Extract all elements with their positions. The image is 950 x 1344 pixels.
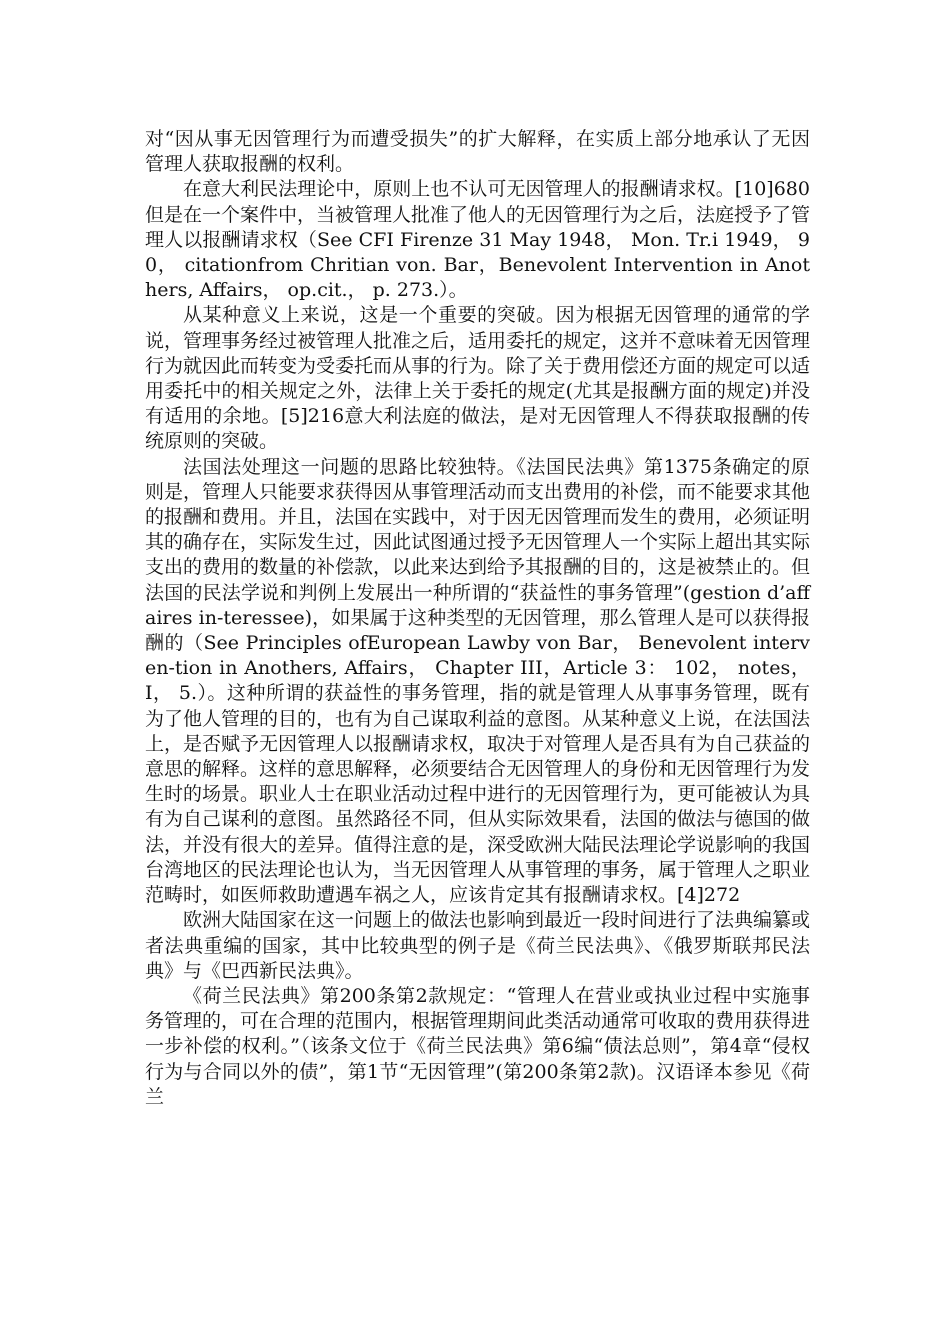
paragraph-1: 对“因从事无因管理行为而遭受损失”的扩大解释，在实质上部分地承认了无因管理人获取报酬的权利。 [145, 128, 810, 176]
document-page [145, 127, 810, 1110]
paragraph-3: 从某种意义上来说，这是一个重要的突破。因为根据无因管理的通常的学说，管理事务经过被管理人批准之后，适用委托的规定，这并不意味着无因管理行为就因此而转变为受委托而从事的行为。除了关于费用偿还方面的规定可以适用委托中的相关规定之外，法律上关于委托的规定(尤其是报酬方面的规定)并没有适用的余地。[5]216意大利法庭的做法，是对无因管理人不得获取报酬的传统原则的突破。 [145, 304, 811, 453]
paragraph-6: 《荷兰民法典》第200条第2款规定：“管理人在营业或执业过程中实施事务管理的，可在合理的范围内，根据管理期间此类活动通常可收取的费用获得进一步补偿的权利。”（该条文位于《荷兰民法典》第6编“债法总则”，第4章“侵权行为与合同以外的债”，第1节“无因管理”(第200条第2款)。汉语译本参见《荷兰 [145, 984, 811, 1108]
paragraph-5: 欧洲大陆国家在这一问题上的做法也影响到最近一段时间进行了法典编纂或者法典重编的国家，其中比较典型的例子是《荷兰民法典》、《俄罗斯联邦民法典》与《巴西新民法典》。 [145, 909, 811, 982]
paragraph-2: 在意大利民法理论中，原则上也不认可无因管理人的报酬请求权。[10]680但是在一个案件中，当被管理人批准了他人的无因管理行为之后，法庭授予了管理人以报酬请求权（See CFI Firenze 31 May 1948， Mon. Tr.i 1949， 90， citationfrom Chritian von. Bar，Benevolent Intervention in Anothers, Affairs， op.cit.， p. 273.）。 [145, 178, 811, 302]
paragraph-4: 法国法处理这一问题的思路比较独特。《法国民法典》第1375条确定的原则是，管理人只能要求获得因从事管理活动而支出费用的补偿，而不能要求其他的报酬和费用。并且，法国在实践中，对于因无因管理而发生的费用，必须证明其的确存在，实际发生过，因此试图通过授予无因管理人一个实际上超出其实际支出的费用的数量的补偿款，以此来达到给予其报酬的目的，这是被禁止的。但法国的民法学说和判例上发展出一种所谓的“获益性的事务管理”(gestion d’affaires in-teressee)，如果属于这种类型的无因管理，那么管理人是可以获得报酬的（See Principles ofEuropean Lawby von Bar， Benevolent interven-tion in Anothers, Affairs， Chapter III，Article 3： 102， notes， I， 5.）。这种所谓的获益性的事务管理，指的就是管理人从事事务管理，既有为了他人管理的目的，也有为自己谋取利益的意图。从某种意义上说，在法国法上，是否赋予无因管理人以报酬请求权，取决于对管理人是否具有为自己获益的意思的解释。这样的意思解释，必须要结合无因管理人的身份和无因管理行为发生时的场景。职业人士在职业活动过程中进行的无因管理行为，更可能被认为具有为自己谋利的意图。虽然路径不同，但从实际效果看，法国的做法与德国的做法，并没有很大的差异。值得注意的是，深受欧洲大陆民法理论学说影响的我国台湾地区的民法理论也认为，当无因管理人从事管理的事务，属于管理人之职业范畴时，如医师救助遭遇车祸之人，应该肯定其有报酬请求权。[4]272 [145, 455, 811, 907]
